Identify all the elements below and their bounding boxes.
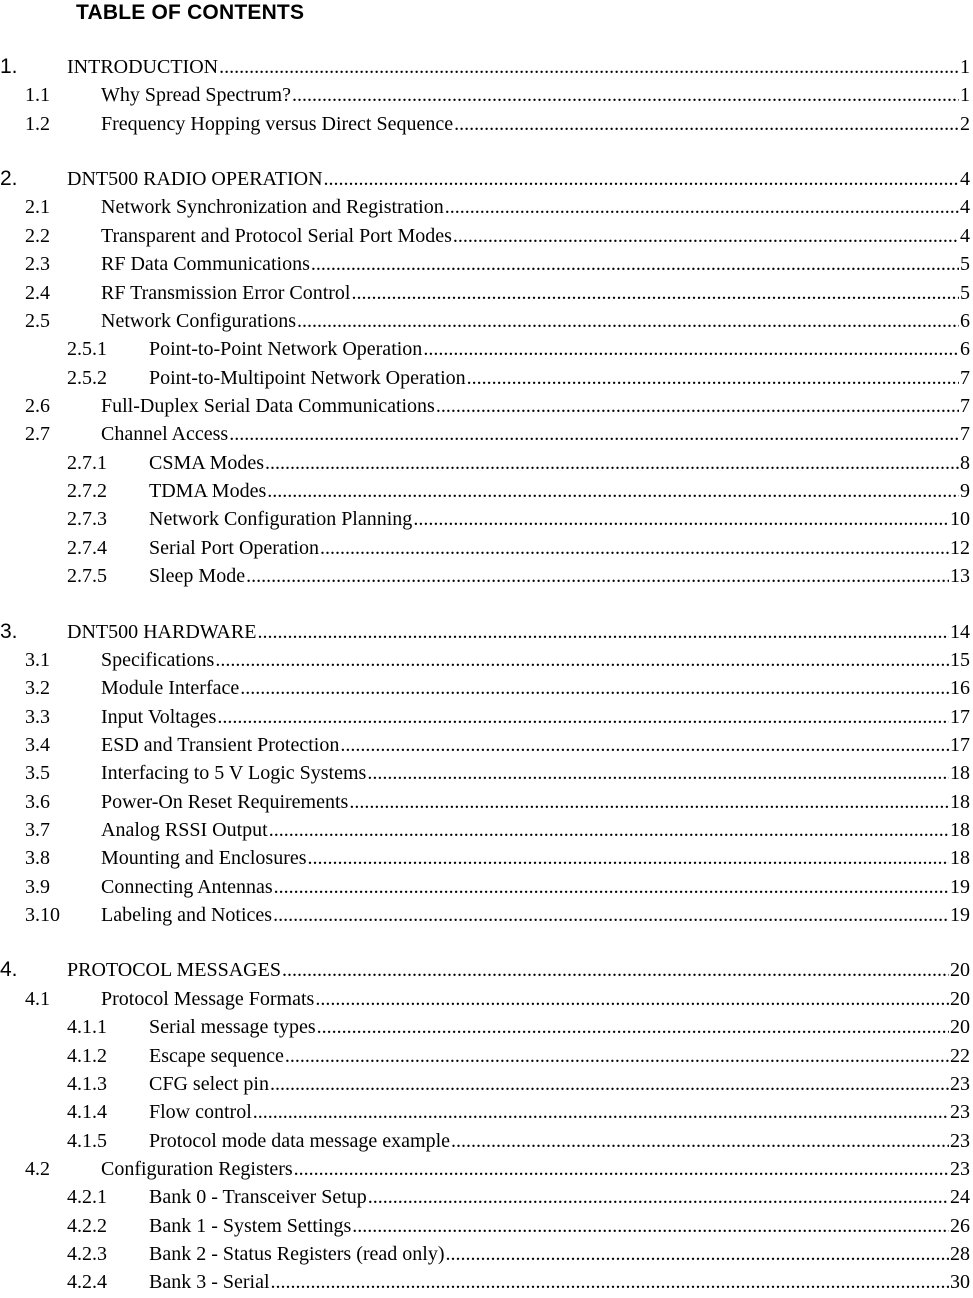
dot-leader xyxy=(267,477,959,505)
toc-entry-page: 17 xyxy=(950,705,970,728)
toc-entry-number: 2.4 xyxy=(25,281,50,304)
toc-entry[interactable] xyxy=(0,250,973,278)
dot-leader xyxy=(257,618,949,646)
toc-entry-page: 14 xyxy=(950,620,970,643)
toc-entry[interactable] xyxy=(0,534,973,562)
toc-entry-page: 28 xyxy=(950,1243,970,1265)
toc-entry-page: 17 xyxy=(950,733,970,756)
toc-entry-page: 15 xyxy=(950,648,970,671)
toc-entry-number: 3.7 xyxy=(25,819,50,841)
toc-entry-number: 3.3 xyxy=(25,705,50,728)
toc-entry-page: 5 xyxy=(960,281,970,304)
toc-entry-number: 1. xyxy=(0,55,18,78)
toc-entry-number: 3.9 xyxy=(25,875,50,898)
toc-entry-number: 2.7.4 xyxy=(67,536,107,559)
toc-entry[interactable] xyxy=(0,788,973,816)
toc-entry-page: 2 xyxy=(960,112,970,135)
toc-entry-number: 2.7 xyxy=(25,423,50,446)
toc-entry-number: 3.8 xyxy=(25,847,50,870)
toc-entry[interactable] xyxy=(0,646,973,674)
toc-entry-page: 18 xyxy=(950,762,970,785)
toc-entry-number: 2.5.1 xyxy=(67,338,107,361)
dot-leader xyxy=(270,1070,949,1098)
toc-entry[interactable] xyxy=(0,1042,973,1070)
dot-leader xyxy=(413,505,949,533)
dot-leader xyxy=(215,646,949,674)
toc-entry-page: 7 xyxy=(960,423,970,446)
toc-entry-title: Power-On Reset Requirements xyxy=(101,790,349,813)
toc-entry-page: 8 xyxy=(960,451,970,474)
toc-entry[interactable] xyxy=(0,505,973,533)
toc-entry-title: Why Spread Spectrum? xyxy=(101,84,291,107)
toc-entry[interactable] xyxy=(0,618,973,646)
toc-entry-number: 3.10 xyxy=(25,904,60,927)
toc-entry-number: 3.5 xyxy=(25,762,50,785)
toc-entry-page: 1 xyxy=(960,56,970,78)
toc-entry-title: Serial Port Operation xyxy=(149,536,319,559)
toc-entry-page: 1 xyxy=(960,84,970,107)
toc-entry[interactable] xyxy=(0,335,973,363)
dot-leader xyxy=(217,703,949,731)
dot-leader xyxy=(294,1155,949,1183)
dot-leader xyxy=(320,534,949,562)
toc-entry-title: Frequency Hopping versus Direct Sequence xyxy=(101,112,454,135)
dot-leader xyxy=(265,449,959,477)
toc-entry[interactable] xyxy=(0,985,973,1013)
toc-entry[interactable] xyxy=(0,816,973,844)
toc-entry[interactable] xyxy=(0,703,973,731)
dot-leader xyxy=(297,307,959,335)
toc-entry-number: 4.2.1 xyxy=(67,1186,107,1209)
dot-leader xyxy=(317,1013,949,1041)
toc-entry-page: 12 xyxy=(950,536,970,559)
toc-entry-page: 5 xyxy=(960,253,970,276)
toc-entry-page: 6 xyxy=(960,309,970,332)
dot-leader xyxy=(269,816,949,844)
toc-entry[interactable] xyxy=(0,477,973,505)
toc-entry-number: 4.1.5 xyxy=(67,1129,107,1152)
toc-entry-page: 18 xyxy=(950,790,970,813)
toc-entry-title: Analog RSSI Output xyxy=(101,819,268,841)
toc-entry-title: Mounting and Enclosures xyxy=(101,847,307,870)
toc-entry[interactable] xyxy=(0,1212,973,1240)
toc-entry-number: 4.1.3 xyxy=(67,1072,107,1095)
toc-entry[interactable] xyxy=(0,674,973,702)
dot-leader xyxy=(324,165,959,193)
toc-entry-page: 23 xyxy=(950,1129,970,1152)
toc-entry-page: 23 xyxy=(950,1101,970,1124)
toc-entry[interactable] xyxy=(0,873,973,901)
toc-entry-number: 2.1 xyxy=(25,196,50,219)
toc-entry-page: 18 xyxy=(950,847,970,870)
toc-entry-title: TDMA Modes xyxy=(149,480,267,502)
toc-entry-title: Protocol mode data message example xyxy=(149,1129,451,1152)
toc-entry-title: ESD and Transient Protection xyxy=(101,733,340,756)
dot-leader xyxy=(445,193,959,221)
toc-entry-page: 10 xyxy=(950,508,970,531)
toc-entry-number: 2.3 xyxy=(25,253,50,276)
dot-leader xyxy=(351,279,959,307)
toc-entry-number: 2.7.5 xyxy=(67,565,107,588)
dot-leader xyxy=(467,364,959,392)
toc-entry-number: 2.5 xyxy=(25,309,50,332)
toc-entry-page: 7 xyxy=(960,366,970,389)
toc-entry[interactable] xyxy=(0,901,973,929)
toc-heading: TABLE OF CONTENTS xyxy=(76,1,305,24)
dot-leader xyxy=(451,1127,949,1155)
toc-entry-page: 18 xyxy=(950,819,970,841)
toc-entry-page: 6 xyxy=(960,338,970,361)
toc-entry-page: 20 xyxy=(950,987,970,1010)
toc-entry-page: 22 xyxy=(950,1044,970,1067)
toc-entry-title: Specifications xyxy=(101,648,215,671)
toc-entry-number: 2.5.2 xyxy=(67,366,107,389)
toc-entry-page: 13 xyxy=(950,565,970,588)
toc-entry-title: Bank 0 - Transceiver Setup xyxy=(149,1186,367,1209)
toc-entry-page: 30 xyxy=(950,1271,970,1294)
toc-entry-number: 4.2.4 xyxy=(67,1271,107,1294)
toc-entry-title: Bank 1 - System Settings xyxy=(149,1214,352,1237)
dot-leader xyxy=(240,674,949,702)
toc-entry-number: 2.7.2 xyxy=(67,480,107,502)
toc-entry-number: 3.2 xyxy=(25,677,50,700)
toc-entry-page: 19 xyxy=(950,904,970,927)
dot-leader xyxy=(292,81,959,109)
toc-entry-title: Point-to-Multipoint Network Operation xyxy=(149,366,466,389)
dot-leader xyxy=(273,901,949,929)
toc-entry-number: 4. xyxy=(0,958,18,982)
toc-entry[interactable] xyxy=(0,956,973,984)
dot-leader xyxy=(274,873,949,901)
toc-entry-title: Sleep Mode xyxy=(149,565,246,588)
toc-entry-number: 2.6 xyxy=(25,395,50,417)
toc-entry-title: Bank 3 - Serial xyxy=(149,1271,270,1294)
toc-entry-page: 4 xyxy=(960,168,970,191)
toc-entry-page: 23 xyxy=(950,1158,970,1180)
toc-entry-page: 7 xyxy=(960,395,970,417)
toc-entry[interactable] xyxy=(0,193,973,221)
toc-entry-title: Serial message types xyxy=(149,1016,316,1039)
toc-entry-title: Configuration Registers xyxy=(101,1158,293,1180)
dot-leader xyxy=(285,1042,949,1070)
toc-entry-page: 20 xyxy=(950,959,970,982)
dot-leader xyxy=(368,1183,949,1211)
toc-entry-number: 4.2.3 xyxy=(67,1243,107,1265)
toc-entry[interactable] xyxy=(0,1240,973,1268)
dot-leader xyxy=(454,110,959,138)
toc-entry[interactable] xyxy=(0,731,973,759)
dot-leader xyxy=(315,985,949,1013)
toc-entry-title: Protocol Message Formats xyxy=(101,987,315,1010)
dot-leader xyxy=(308,844,949,872)
toc-entry-page: 19 xyxy=(950,875,970,898)
toc-entry-title: Channel Access xyxy=(101,423,229,446)
toc-entry-title: RF Data Communications xyxy=(101,253,310,276)
dot-leader xyxy=(352,1212,949,1240)
toc-entry-title: Escape sequence xyxy=(149,1044,284,1067)
toc-entry-title: Module Interface xyxy=(101,677,240,700)
toc-entry-title: Network Configuration Planning xyxy=(149,508,413,531)
toc-entry-number: 2.2 xyxy=(25,224,50,247)
toc-entry[interactable] xyxy=(0,1098,973,1126)
dot-leader xyxy=(340,731,949,759)
toc-entry-number: 3. xyxy=(0,619,18,643)
toc-entry-title: INTRODUCTION xyxy=(67,56,219,78)
toc-entry[interactable] xyxy=(0,392,973,420)
toc-entry[interactable] xyxy=(0,1155,973,1183)
toc-entry-title: Full-Duplex Serial Data Communications xyxy=(101,395,435,417)
toc-entry-page: 9 xyxy=(960,480,970,502)
toc-entry[interactable] xyxy=(0,81,973,109)
dot-leader xyxy=(367,759,949,787)
dot-leader xyxy=(423,335,959,363)
toc-entry[interactable] xyxy=(0,307,973,335)
toc-entry[interactable] xyxy=(0,222,973,250)
dot-leader xyxy=(219,53,959,81)
dot-leader xyxy=(453,222,959,250)
toc-entry-page: 26 xyxy=(950,1214,970,1237)
toc-entry-page: 23 xyxy=(950,1072,970,1095)
toc-entry-title: Flow control xyxy=(149,1101,252,1124)
toc-entry[interactable] xyxy=(0,759,973,787)
dot-leader xyxy=(229,420,959,448)
toc-entry-title: RF Transmission Error Control xyxy=(101,281,351,304)
toc-entry-number: 2. xyxy=(0,167,18,191)
toc-entry-number: 3.6 xyxy=(25,790,50,813)
toc-entry[interactable] xyxy=(0,364,973,392)
dot-leader xyxy=(271,1268,949,1296)
toc-entry-number: 4.1.1 xyxy=(67,1016,107,1039)
toc-entry-number: 4.1 xyxy=(25,987,50,1010)
toc-entry-title: CFG select pin xyxy=(149,1072,269,1095)
toc-entry-number: 2.7.3 xyxy=(67,508,107,531)
toc-entry-title: Point-to-Point Network Operation xyxy=(149,338,423,361)
toc-entry[interactable] xyxy=(0,279,973,307)
toc-entry[interactable] xyxy=(0,562,973,590)
toc-entry[interactable] xyxy=(0,420,973,448)
toc-entry-title: Interfacing to 5 V Logic Systems xyxy=(101,762,367,785)
toc-entry-title: DNT500 HARDWARE xyxy=(67,620,257,643)
toc-entry-title: Network Synchronization and Registration xyxy=(101,196,444,219)
dot-leader xyxy=(446,1240,950,1268)
toc-entry-title: Input Voltages xyxy=(101,705,217,728)
toc-entry-number: 4.1.2 xyxy=(67,1044,107,1067)
dot-leader xyxy=(282,956,949,984)
toc-entry[interactable] xyxy=(0,1070,973,1098)
toc-entry-number: 2.7.1 xyxy=(67,451,107,474)
toc-entry-page: 24 xyxy=(950,1186,970,1209)
toc-entry-title: Transparent and Protocol Serial Port Modes xyxy=(101,224,452,247)
toc-entry[interactable] xyxy=(0,844,973,872)
toc-entry[interactable] xyxy=(0,449,973,477)
dot-leader xyxy=(436,392,959,420)
toc-entry-number: 3.4 xyxy=(25,733,50,756)
dot-leader xyxy=(246,562,949,590)
toc-entry-number: 1.1 xyxy=(25,84,50,107)
toc-entry-title: CSMA Modes xyxy=(149,451,265,474)
toc-entry-number: 4.2 xyxy=(25,1158,50,1180)
toc-entry-number: 4.2.2 xyxy=(67,1214,107,1237)
dot-leader xyxy=(253,1098,949,1126)
toc-entry[interactable] xyxy=(0,53,973,81)
toc-entry-page: 4 xyxy=(960,196,970,219)
toc-entry[interactable] xyxy=(0,1127,973,1155)
toc-entry-title: Connecting Antennas xyxy=(101,875,273,898)
toc-entry-page: 4 xyxy=(960,224,970,247)
toc-entry[interactable] xyxy=(0,110,973,138)
toc-entry-title: Labeling and Notices xyxy=(101,904,273,927)
toc-entry-number: 4.1.4 xyxy=(67,1101,107,1124)
toc-entry[interactable] xyxy=(0,165,973,193)
toc-entry-page: 16 xyxy=(950,677,970,700)
toc-entry-title: Bank 2 - Status Registers (read only) xyxy=(149,1243,445,1265)
toc-entry[interactable] xyxy=(0,1183,973,1211)
dot-leader xyxy=(349,788,949,816)
toc-entry-title: Network Configurations xyxy=(101,309,296,332)
toc-entry-page: 20 xyxy=(950,1016,970,1039)
toc-entry-title: DNT500 RADIO OPERATION xyxy=(67,168,323,191)
dot-leader xyxy=(311,250,959,278)
toc-entry-title: PROTOCOL MESSAGES xyxy=(67,959,281,982)
toc-entry[interactable] xyxy=(0,1013,973,1041)
toc-entry-number: 3.1 xyxy=(25,648,50,671)
toc-entry[interactable] xyxy=(0,1268,973,1296)
toc-entry-number: 1.2 xyxy=(25,112,50,135)
